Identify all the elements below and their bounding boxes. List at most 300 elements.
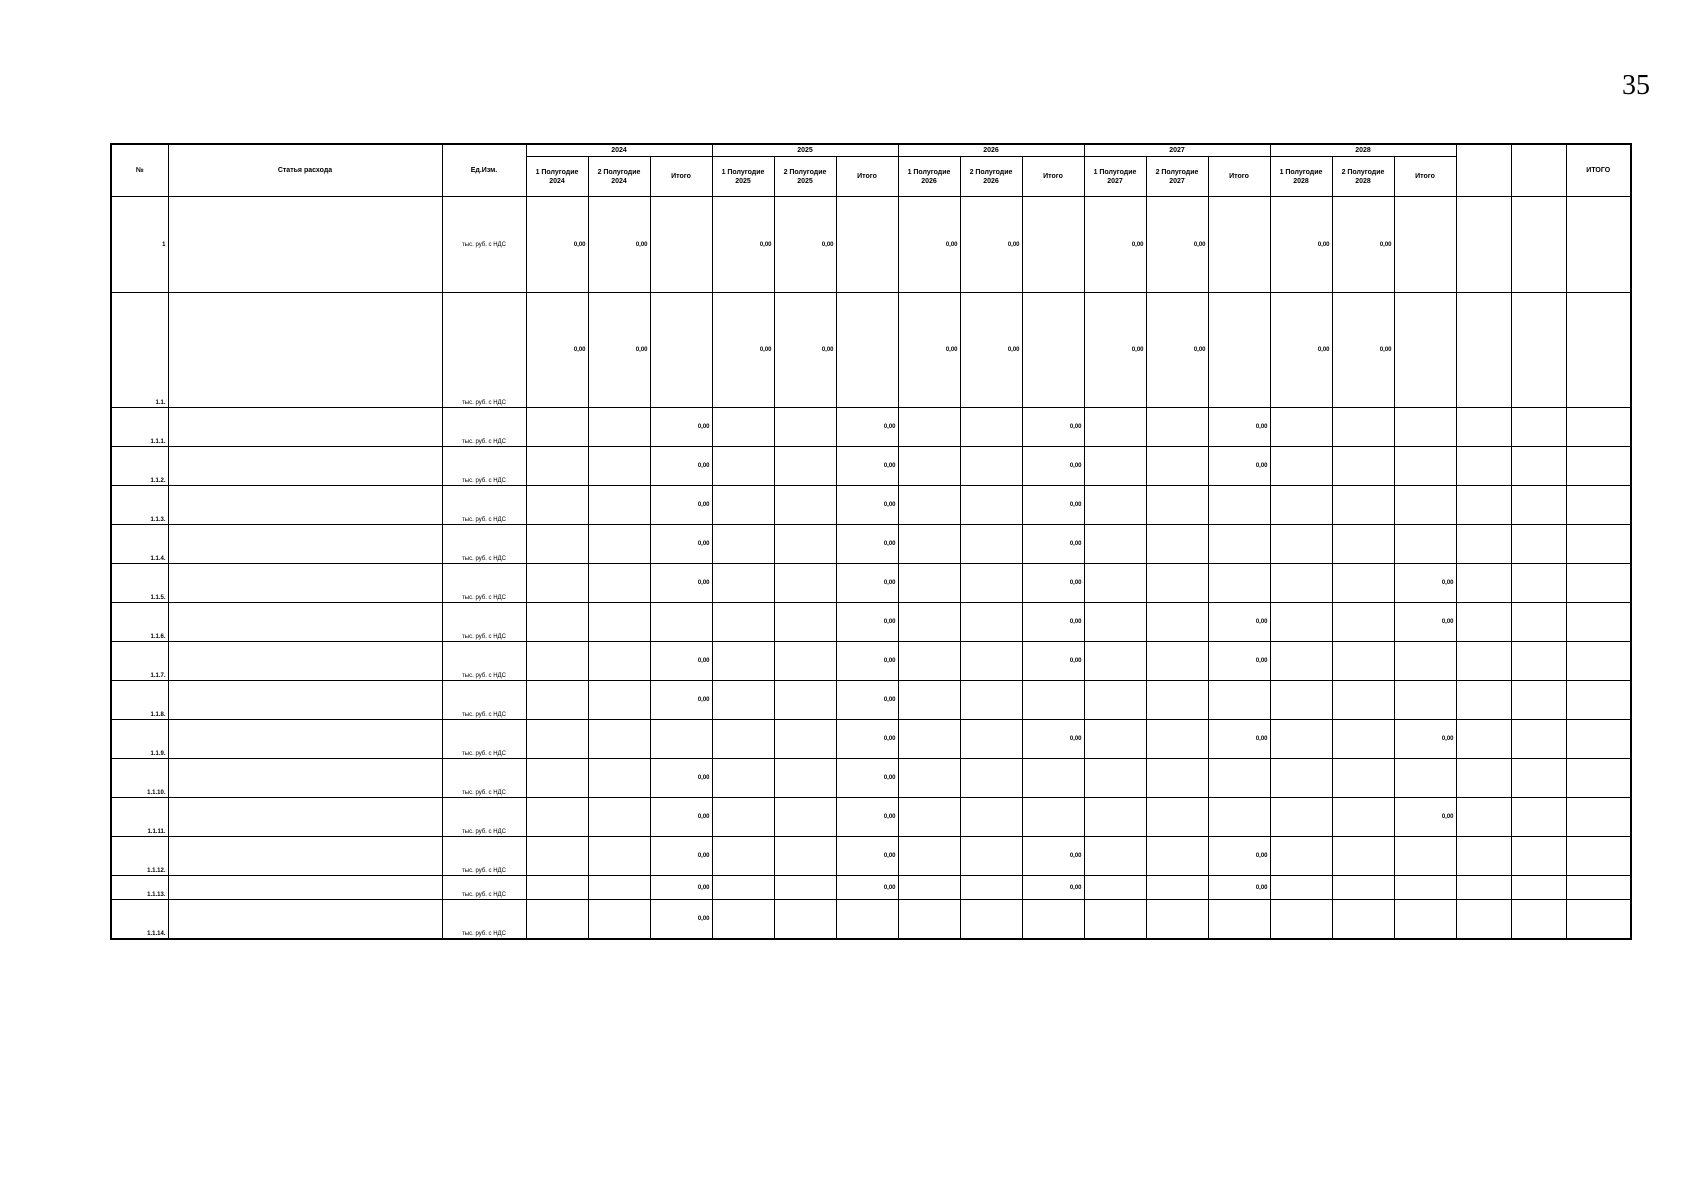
header-year: 2028 <box>1270 144 1456 157</box>
value-cell: 0,00 <box>898 197 960 293</box>
value-cell: 0,00 <box>1022 564 1084 603</box>
value-cell: 0,00 <box>836 798 898 837</box>
value-cell <box>1394 876 1456 900</box>
value-cell <box>712 759 774 798</box>
value-cell <box>1208 293 1270 408</box>
value-cell <box>1022 900 1084 939</box>
row-index: 1.1.14. <box>111 900 168 939</box>
value-cell <box>774 720 836 759</box>
row-article <box>168 293 442 408</box>
table-row <box>111 447 1631 486</box>
value-cell <box>588 798 650 837</box>
value-cell <box>1084 876 1146 900</box>
value-cell <box>1146 876 1208 900</box>
value-cell <box>1084 900 1146 939</box>
value-cell <box>1566 447 1631 486</box>
value-cell <box>1511 900 1566 939</box>
row-index: 1.1.1. <box>111 408 168 447</box>
value-cell <box>1456 564 1511 603</box>
value-cell <box>774 525 836 564</box>
value-cell <box>1511 197 1566 293</box>
value-cell: 0,00 <box>836 603 898 642</box>
value-cell <box>1511 447 1566 486</box>
row-article <box>168 197 442 293</box>
value-cell <box>650 293 712 408</box>
value-cell: 0,00 <box>1394 564 1456 603</box>
value-cell <box>960 720 1022 759</box>
value-cell <box>774 759 836 798</box>
value-cell <box>1022 197 1084 293</box>
value-cell <box>588 447 650 486</box>
value-cell: 0,00 <box>774 293 836 408</box>
value-cell: 0,00 <box>1022 603 1084 642</box>
value-cell <box>1566 798 1631 837</box>
row-unit: тыс. руб. с НДС <box>442 681 526 720</box>
value-cell <box>960 798 1022 837</box>
value-cell: 0,00 <box>588 293 650 408</box>
row-article <box>168 603 442 642</box>
value-cell <box>1208 900 1270 939</box>
value-cell <box>836 197 898 293</box>
value-cell: 0,00 <box>898 293 960 408</box>
value-cell <box>960 408 1022 447</box>
half-2-label: 2 Полугодие <box>1341 168 1385 176</box>
value-cell <box>1022 798 1084 837</box>
value-cell: 0,00 <box>650 642 712 681</box>
half-1-year: 2024 <box>549 177 565 185</box>
value-cell: 0,00 <box>836 759 898 798</box>
value-cell <box>1511 525 1566 564</box>
value-cell: 0,00 <box>650 759 712 798</box>
value-cell <box>960 564 1022 603</box>
half-2-label: 2 Полугодие <box>783 168 827 176</box>
header-half-2 <box>588 157 650 197</box>
value-cell <box>588 681 650 720</box>
value-cell <box>1566 197 1631 293</box>
value-cell: 0,00 <box>836 642 898 681</box>
table-row <box>111 525 1631 564</box>
table-row <box>111 720 1631 759</box>
value-cell <box>1084 408 1146 447</box>
row-unit: тыс. руб. с НДС <box>442 798 526 837</box>
half-2-year: 2025 <box>797 177 813 185</box>
value-cell <box>526 486 588 525</box>
value-cell <box>526 642 588 681</box>
value-cell <box>1022 293 1084 408</box>
value-cell: 0,00 <box>712 197 774 293</box>
table-row <box>111 837 1631 876</box>
value-cell <box>1394 197 1456 293</box>
value-cell <box>1566 603 1631 642</box>
value-cell <box>526 564 588 603</box>
value-cell <box>1270 876 1332 900</box>
value-cell <box>1566 837 1631 876</box>
header-year-total: Итого <box>1022 157 1084 197</box>
row-unit: тыс. руб. с НДС <box>442 759 526 798</box>
value-cell: 0,00 <box>960 197 1022 293</box>
value-cell <box>774 837 836 876</box>
value-cell <box>1332 759 1394 798</box>
value-cell <box>1456 837 1511 876</box>
half-2-label: 2 Полугодие <box>969 168 1013 176</box>
value-cell <box>898 486 960 525</box>
row-article <box>168 876 442 900</box>
header-year-total: Итого <box>836 157 898 197</box>
value-cell <box>712 837 774 876</box>
row-unit: тыс. руб. с НДС <box>442 408 526 447</box>
value-cell <box>1511 681 1566 720</box>
value-cell <box>1394 408 1456 447</box>
value-cell <box>1394 759 1456 798</box>
value-cell <box>712 876 774 900</box>
value-cell <box>898 681 960 720</box>
row-article <box>168 720 442 759</box>
value-cell <box>1456 293 1511 408</box>
value-cell: 0,00 <box>1208 642 1270 681</box>
row-article <box>168 525 442 564</box>
value-cell: 0,00 <box>650 837 712 876</box>
value-cell <box>1332 564 1394 603</box>
value-cell <box>1270 525 1332 564</box>
table-row <box>111 876 1631 900</box>
value-cell <box>774 408 836 447</box>
value-cell <box>1456 759 1511 798</box>
value-cell: 0,00 <box>650 447 712 486</box>
value-cell: 0,00 <box>1084 293 1146 408</box>
half-2-year: 2026 <box>983 177 999 185</box>
value-cell <box>1332 837 1394 876</box>
value-cell <box>526 759 588 798</box>
value-cell <box>1456 876 1511 900</box>
value-cell <box>1208 525 1270 564</box>
value-cell <box>1208 486 1270 525</box>
row-index: 1.1.8. <box>111 681 168 720</box>
half-2-label: 2 Полугодие <box>1155 168 1199 176</box>
header-year: 2027 <box>1084 144 1270 157</box>
value-cell: 0,00 <box>1022 408 1084 447</box>
value-cell <box>898 720 960 759</box>
value-cell <box>588 876 650 900</box>
value-cell <box>1270 798 1332 837</box>
table-row <box>111 681 1631 720</box>
header-year: 2024 <box>526 144 712 157</box>
header-unit: Ед.Изм. <box>442 144 526 197</box>
value-cell <box>1084 837 1146 876</box>
value-cell <box>1270 564 1332 603</box>
value-cell <box>712 486 774 525</box>
value-cell <box>1084 486 1146 525</box>
value-cell: 0,00 <box>836 408 898 447</box>
value-cell <box>898 447 960 486</box>
row-index: 1.1.13. <box>111 876 168 900</box>
value-cell <box>1566 408 1631 447</box>
value-cell: 0,00 <box>1022 642 1084 681</box>
value-cell <box>588 720 650 759</box>
value-cell <box>1146 525 1208 564</box>
row-article <box>168 759 442 798</box>
value-cell <box>712 447 774 486</box>
value-cell <box>1084 525 1146 564</box>
row-index: 1.1.11. <box>111 798 168 837</box>
value-cell <box>1146 837 1208 876</box>
header-half-1 <box>712 157 774 197</box>
value-cell <box>898 564 960 603</box>
value-cell <box>774 798 836 837</box>
row-unit: тыс. руб. с НДС <box>442 486 526 525</box>
value-cell <box>1511 798 1566 837</box>
value-cell <box>1566 720 1631 759</box>
value-cell: 0,00 <box>1022 447 1084 486</box>
table-row <box>111 798 1631 837</box>
value-cell <box>526 798 588 837</box>
header-row-years <box>111 144 1631 157</box>
header-blank <box>1511 144 1566 197</box>
value-cell <box>774 876 836 900</box>
value-cell <box>898 408 960 447</box>
value-cell: 0,00 <box>588 197 650 293</box>
value-cell <box>960 759 1022 798</box>
value-cell <box>960 876 1022 900</box>
table-row <box>111 603 1631 642</box>
value-cell <box>1511 759 1566 798</box>
value-cell <box>1270 642 1332 681</box>
value-cell <box>1146 603 1208 642</box>
value-cell: 0,00 <box>650 900 712 939</box>
header-year-total: Итого <box>1394 157 1456 197</box>
value-cell <box>960 900 1022 939</box>
value-cell <box>1270 900 1332 939</box>
value-cell <box>960 525 1022 564</box>
value-cell <box>526 720 588 759</box>
value-cell <box>1332 876 1394 900</box>
value-cell: 0,00 <box>650 798 712 837</box>
value-cell <box>1332 525 1394 564</box>
value-cell: 0,00 <box>650 486 712 525</box>
half-1-label: 1 Полугодие <box>535 168 579 176</box>
value-cell <box>588 603 650 642</box>
value-cell <box>526 408 588 447</box>
value-cell <box>1084 447 1146 486</box>
value-cell <box>1394 293 1456 408</box>
value-cell <box>898 525 960 564</box>
value-cell <box>1332 681 1394 720</box>
value-cell: 0,00 <box>1332 293 1394 408</box>
value-cell: 0,00 <box>836 720 898 759</box>
value-cell <box>1456 525 1511 564</box>
half-1-label: 1 Полугодие <box>721 168 765 176</box>
value-cell <box>836 293 898 408</box>
value-cell: 0,00 <box>836 486 898 525</box>
value-cell: 0,00 <box>1208 720 1270 759</box>
table-body <box>111 197 1631 939</box>
value-cell <box>898 642 960 681</box>
table-row <box>111 197 1631 293</box>
row-unit: тыс. руб. с НДС <box>442 876 526 900</box>
header-year-total: Итого <box>650 157 712 197</box>
value-cell <box>1084 759 1146 798</box>
header-half-1 <box>526 157 588 197</box>
value-cell <box>898 603 960 642</box>
value-cell <box>712 798 774 837</box>
value-cell <box>526 525 588 564</box>
value-cell: 0,00 <box>1394 720 1456 759</box>
value-cell <box>1394 486 1456 525</box>
value-cell: 0,00 <box>1208 837 1270 876</box>
value-cell <box>1511 876 1566 900</box>
row-index: 1.1.9. <box>111 720 168 759</box>
value-cell: 0,00 <box>836 447 898 486</box>
value-cell: 0,00 <box>1332 197 1394 293</box>
value-cell <box>1270 486 1332 525</box>
value-cell <box>712 564 774 603</box>
value-cell: 0,00 <box>650 408 712 447</box>
value-cell <box>1332 798 1394 837</box>
header-half-2 <box>960 157 1022 197</box>
value-cell <box>1146 900 1208 939</box>
value-cell: 0,00 <box>960 293 1022 408</box>
value-cell <box>588 408 650 447</box>
value-cell: 0,00 <box>650 564 712 603</box>
value-cell <box>588 759 650 798</box>
value-cell <box>1270 603 1332 642</box>
value-cell <box>774 447 836 486</box>
header-year: 2026 <box>898 144 1084 157</box>
value-cell <box>1456 900 1511 939</box>
row-index: 1.1. <box>111 293 168 408</box>
value-cell <box>960 681 1022 720</box>
value-cell <box>1566 293 1631 408</box>
value-cell <box>1146 486 1208 525</box>
value-cell: 0,00 <box>1208 603 1270 642</box>
half-1-year: 2026 <box>921 177 937 185</box>
value-cell <box>588 564 650 603</box>
value-cell: 0,00 <box>1022 486 1084 525</box>
row-unit: тыс. руб. с НДС <box>442 447 526 486</box>
value-cell <box>1511 408 1566 447</box>
value-cell: 0,00 <box>650 876 712 900</box>
value-cell <box>712 408 774 447</box>
value-cell <box>1511 486 1566 525</box>
value-cell: 0,00 <box>650 681 712 720</box>
value-cell <box>1208 564 1270 603</box>
value-cell <box>1208 197 1270 293</box>
value-cell <box>898 798 960 837</box>
value-cell <box>712 525 774 564</box>
value-cell: 0,00 <box>836 837 898 876</box>
value-cell <box>588 642 650 681</box>
value-cell <box>898 876 960 900</box>
value-cell: 0,00 <box>1146 197 1208 293</box>
value-cell <box>1332 720 1394 759</box>
row-unit: тыс. руб. с НДС <box>442 720 526 759</box>
value-cell <box>1394 525 1456 564</box>
row-index: 1.1.10. <box>111 759 168 798</box>
half-1-label: 1 Полугодие <box>907 168 951 176</box>
header-half-2 <box>1146 157 1208 197</box>
half-1-year: 2028 <box>1293 177 1309 185</box>
row-index: 1.1.6. <box>111 603 168 642</box>
half-2-year: 2028 <box>1355 177 1371 185</box>
value-cell <box>1146 564 1208 603</box>
value-cell <box>1146 681 1208 720</box>
value-cell <box>1456 447 1511 486</box>
value-cell <box>774 486 836 525</box>
value-cell <box>1511 293 1566 408</box>
value-cell: 0,00 <box>712 293 774 408</box>
value-cell <box>1146 408 1208 447</box>
value-cell <box>1084 681 1146 720</box>
table-row <box>111 408 1631 447</box>
value-cell <box>1566 900 1631 939</box>
value-cell <box>1566 564 1631 603</box>
value-cell <box>712 642 774 681</box>
header-blank <box>1456 144 1511 197</box>
value-cell <box>712 720 774 759</box>
value-cell <box>588 900 650 939</box>
row-article <box>168 837 442 876</box>
value-cell <box>1456 197 1511 293</box>
value-cell: 0,00 <box>1270 293 1332 408</box>
value-cell: 0,00 <box>1022 525 1084 564</box>
table-row <box>111 486 1631 525</box>
header-grand-total: ИТОГО <box>1566 144 1631 197</box>
value-cell: 0,00 <box>1394 603 1456 642</box>
row-index: 1 <box>111 197 168 293</box>
value-cell <box>526 876 588 900</box>
value-cell <box>960 837 1022 876</box>
half-1-year: 2027 <box>1107 177 1123 185</box>
value-cell <box>1332 603 1394 642</box>
header-article: Статья расхода <box>168 144 442 197</box>
value-cell: 0,00 <box>1270 197 1332 293</box>
value-cell: 0,00 <box>1208 447 1270 486</box>
value-cell <box>712 681 774 720</box>
header-index: № <box>111 144 168 197</box>
header-half-2 <box>774 157 836 197</box>
value-cell <box>1456 642 1511 681</box>
value-cell <box>1084 798 1146 837</box>
value-cell <box>898 900 960 939</box>
value-cell <box>1332 486 1394 525</box>
value-cell <box>1456 798 1511 837</box>
value-cell <box>1146 447 1208 486</box>
value-cell <box>836 900 898 939</box>
value-cell <box>1394 642 1456 681</box>
value-cell: 0,00 <box>1084 197 1146 293</box>
half-2-year: 2027 <box>1169 177 1185 185</box>
header-half-1 <box>1084 157 1146 197</box>
value-cell: 0,00 <box>1146 293 1208 408</box>
row-unit: тыс. руб. с НДС <box>442 837 526 876</box>
row-article <box>168 681 442 720</box>
row-index: 1.1.12. <box>111 837 168 876</box>
value-cell <box>1084 720 1146 759</box>
value-cell: 0,00 <box>836 564 898 603</box>
row-unit: тыс. руб. с НДС <box>442 293 526 408</box>
value-cell <box>712 900 774 939</box>
half-1-label: 1 Полугодие <box>1279 168 1323 176</box>
row-unit: тыс. руб. с НДС <box>442 525 526 564</box>
header-half-1 <box>1270 157 1332 197</box>
value-cell <box>960 603 1022 642</box>
value-cell <box>1511 642 1566 681</box>
table-row <box>111 293 1631 408</box>
half-2-label: 2 Полугодие <box>597 168 641 176</box>
value-cell: 0,00 <box>526 197 588 293</box>
value-cell: 0,00 <box>650 525 712 564</box>
half-1-year: 2025 <box>735 177 751 185</box>
value-cell <box>1146 720 1208 759</box>
